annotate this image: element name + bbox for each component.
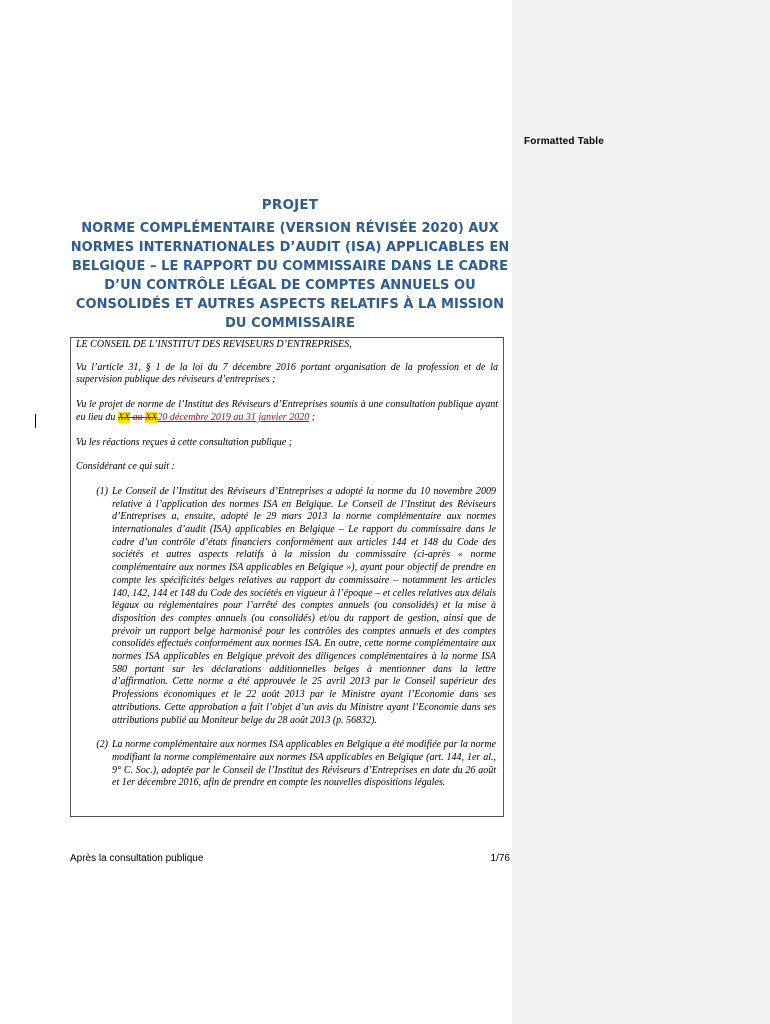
page-number: 1/76 [490, 853, 510, 864]
draft-label: PROJET [261, 197, 319, 213]
preamble-considerant-law: Vu l’article 31, § 1 de la loi du 7 décembre 2016 portant organisation de la profession et de la supervision publique des réviseurs d’entreprises ; [76, 361, 498, 386]
preamble-table [70, 337, 504, 817]
consultation-text-after: ; [309, 411, 316, 423]
list-item-number: (1) [96, 485, 108, 497]
preamble-consultation [76, 399, 498, 424]
consultation-text-before: Vu le projet de norme de l’Institut des Réviseurs d’Entreprises soumis à une consultation publique ayant eu lieu du [76, 399, 498, 423]
inserted-text[interactable]: 20 décembre 2019 au 31 janvier 2020 [157, 411, 310, 423]
list-item [76, 739, 498, 790]
change-bar [35, 414, 36, 428]
list-item-text: Le Conseil de l’Institut des Réviseurs d’Entreprises a adopté la norme du 10 novembre 2009 relative à l’application des normes ISA en Belgique. Le Conseil de l’Institut des Réviseurs d’Entreprises a, ensuite, adopté le 29 mars 2013 la norme complémentaire aux normes internationales d’audit (ISA) applicables en Belgique – Le rapport du commissaire dans le cadre d’un contrôle d’états financiers conformément aux articles 144 et 148 du Code des sociétés et autres aspects relatifs à la mission du commissaire (ci-après « norme complémentaire aux normes ISA applicables en Belgique »), ayant pour objectif de prendre en compte les spécificités belges relatives au rapport du commissaire – notamment les articles 140, 142, 144 et 148 du Code des sociétés en vigueur à l’époque – et celles relatives aux délais légaux ou réglementaires pour l’arrêté des comptes annuels (ou consolidés) et la mise à disposition des comptes annuels (ou consolidés) et/ou du rapport de gestion, ainsi que de prévoir un rapport belge harmonisé pour les contrôles des comptes annuels et des comptes consolidés effectués conformément aux normes ISA. En outre, cette norme complémentaire aux normes ISA applicables en Belgique prévoit des diligences complémentaires à la norme ISA 580 portant sur les déclarations additionnelles belges à mentionner dans la lettre d’affirmation. Cette norme a été approuvée le 25 avril 2013 par le Conseil supérieur des Professions économiques et le 22 août 2013 par le Ministre ayant l’Economie dans ses attributions. Cette approbation a fait l’objet d’un avis du Ministre ayant l’Economie dans ses attributions publié au Moniteur belge du 28 août 2013 (p. 56832). [112, 485, 496, 726]
deleted-text[interactable]: XX [117, 411, 131, 423]
document-title: NORME COMPLÉMENTAIRE (VERSION RÉVISÉE 2020) AUX NORMES INTERNATIONALES D’AUDIT (ISA) APPLICABLES EN BELGIQUE – LE RAPPORT DU COMMISSAIRE DANS LE CADRE D’UN CONTRÔLE LÉGAL DE COMPTES ANNUELS OU CONSOLIDÉS ET AUTRES ASPECTS RELATIFS À LA MISSION DU COMMISSAIRE [70, 221, 510, 331]
formatting-balloon[interactable]: Formatted Table [524, 136, 605, 147]
preamble-reactions: Vu les réactions reçues à cette consultation publique ; [76, 436, 293, 448]
footer-note: Après la consultation publique [70, 853, 204, 864]
list-item-text: La norme complémentaire aux normes ISA applicables en Belgique a été modifiée par la norme modifiant la norme complémentaire aux normes ISA applicables en Belgique (art. 144, 1er al., 9° C. Soc.), adoptée par le Conseil de l’Institut des Réviseurs d’Entreprises en date du 26 août et 1er décembre 2016, afin de prendre en compte les nouvelles dispositions légales. [112, 739, 496, 789]
comment-pane [512, 0, 770, 1024]
list-item [76, 486, 498, 727]
deleted-text[interactable]: XX [145, 411, 158, 423]
deleted-text[interactable]: au [130, 411, 146, 423]
preamble-heading: LE CONSEIL DE L’INSTITUT DES REVISEURS D’ENTREPRISES, [76, 339, 352, 350]
list-item-number: (2) [96, 739, 108, 751]
preamble-considering: Considérant ce qui suit : [76, 461, 175, 473]
